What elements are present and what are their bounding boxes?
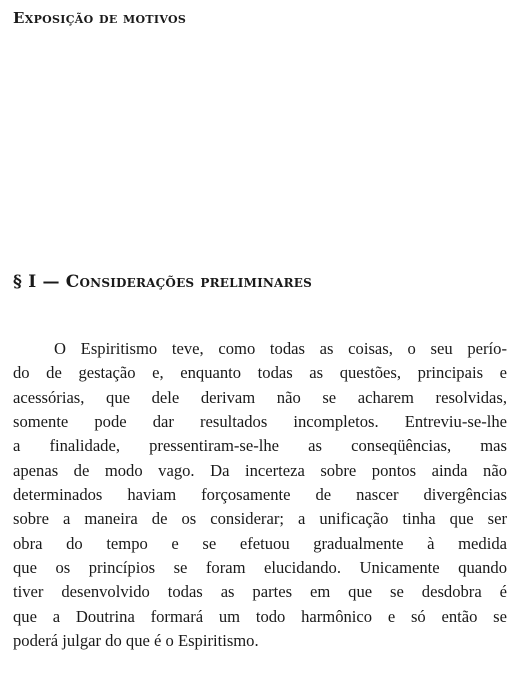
body-paragraph [13,337,507,653]
paragraph-line: O Espiritismo teve, como todas as coisas, o seu perío- [54,339,507,358]
paragraph-line: poderá julgar do que é o Espiritismo. [13,631,259,651]
paragraph-line: somente pode dar resultados incompletos. Entreviu-se-lhe [13,412,507,432]
paragraph-line: que os princípios se foram elucidando. Unicamente quando [13,558,507,578]
paragraph-line: apenas de modo vago. Da incerteza sobre pontos ainda não [13,460,507,480]
paragraph-line: tiver desenvolvido todas as partes em que se desdobra é [13,582,507,602]
section-title: § I — Considerações preliminares [13,272,312,292]
paragraph-line: acessórias, que dele derivam não se acharem resolvidas, [13,387,507,407]
paragraph-line: obra do tempo e se efetuou gradualmente à medida [13,533,507,553]
paragraph-line: do de gestação e, enquanto todas as questões, principais e [13,363,507,383]
paragraph-line: a finalidade, pressentiram-se-lhe as conseqüências, mas [13,436,507,456]
paragraph-line: que a Doutrina formará um todo harmônico e só então se [13,606,507,626]
paragraph-line: determinados haviam forçosamente de nascer divergências [13,485,507,505]
paragraph-line: sobre a maneira de os considerar; a unificação tinha que ser [13,509,507,529]
running-head: Exposição de motivos [13,9,187,27]
